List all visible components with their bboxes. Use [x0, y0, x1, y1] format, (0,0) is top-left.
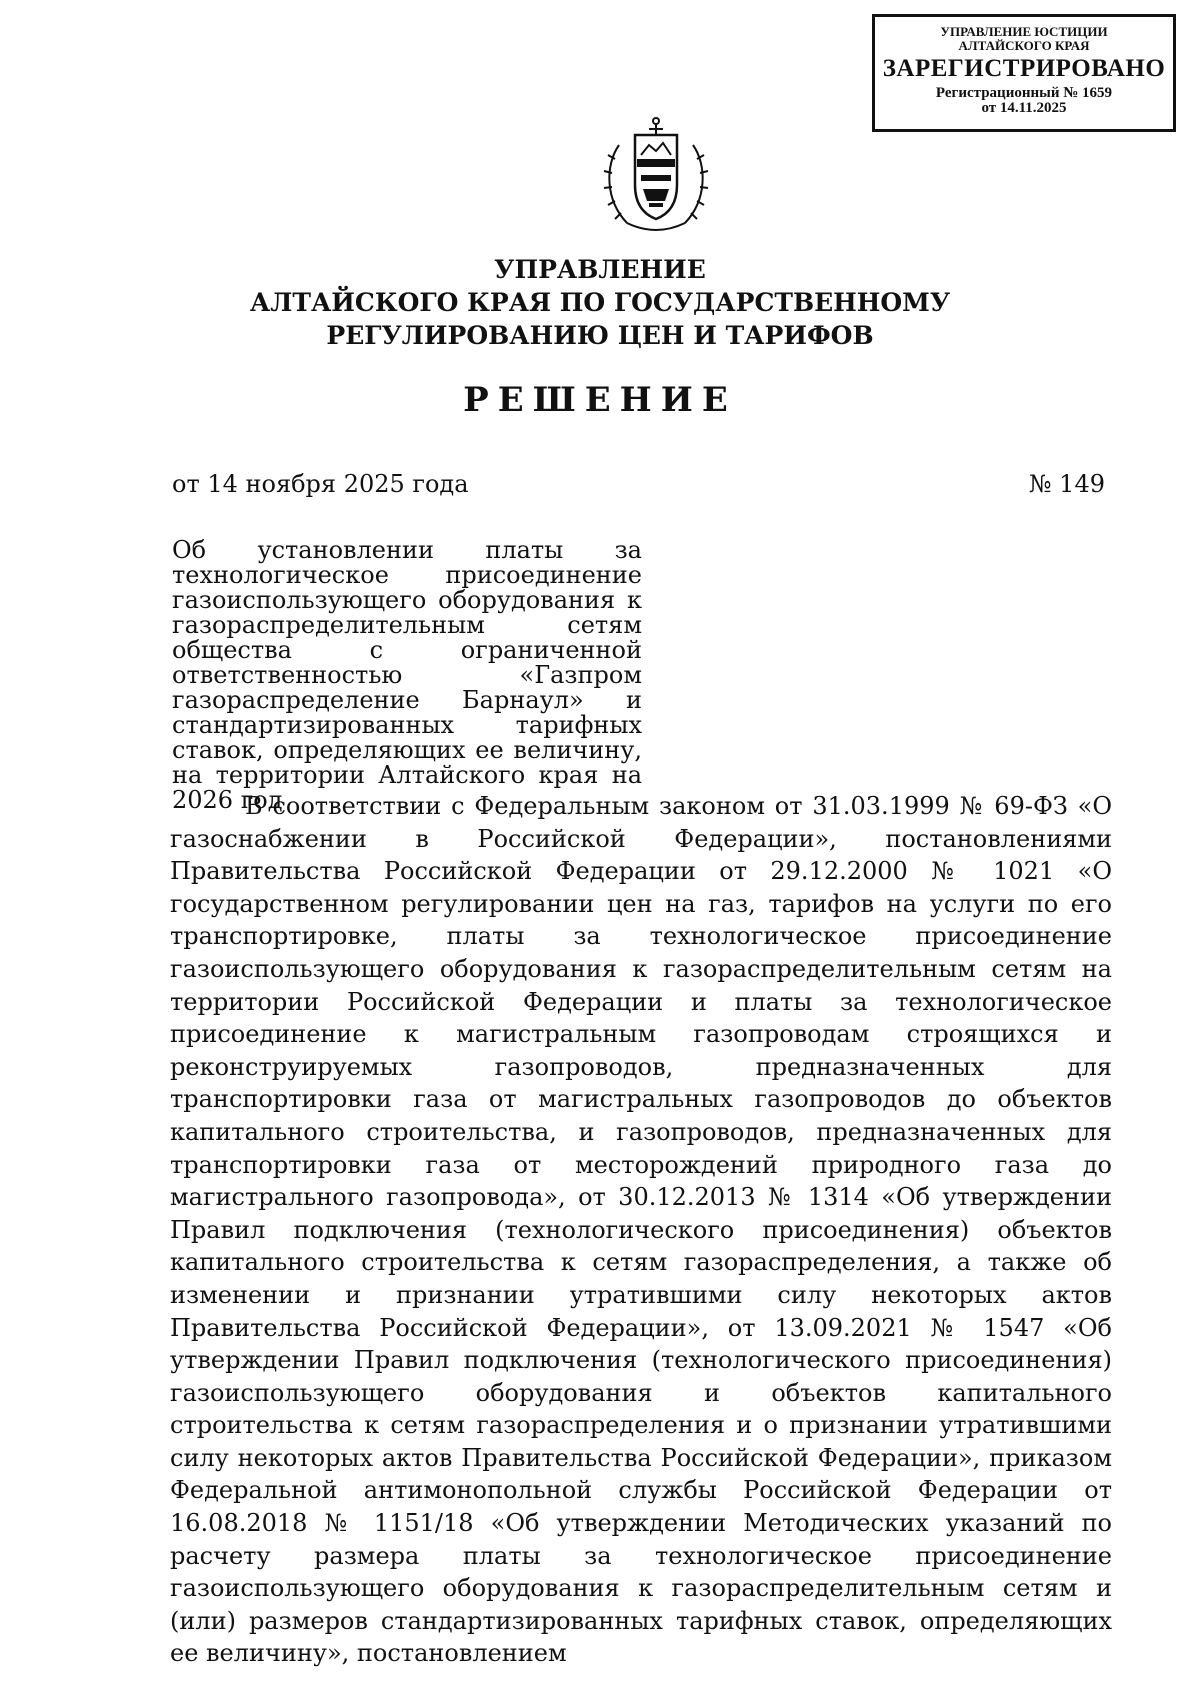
org-line-2: АЛТАЙСКОГО КРАЯ ПО ГОСУДАРСТВЕННОМУ — [249, 288, 951, 317]
issuing-authority — [0, 253, 1200, 352]
document-type-title: РЕШЕНИЕ — [463, 380, 737, 420]
document-date: от 14 ноября 2025 года — [172, 470, 469, 498]
stamp-status: ЗАРЕГИСТРИРОВАНО — [882, 55, 1166, 83]
stamp-authority-line1: УПРАВЛЕНИЕ ЮСТИЦИИ — [940, 24, 1108, 39]
org-line-3: РЕГУЛИРОВАНИЮ ЦЕН И ТАРИФОВ — [326, 321, 874, 350]
coat-of-arms-icon — [597, 115, 715, 239]
registration-stamp — [872, 14, 1176, 132]
document-subject: Об установлении платы за технологическое присоединение газоиспользующего оборудования к газораспределительным сетям общества с ограниченной ответственностью «Газпром газораспределение Барнаул» и стандартизированных тарифных ставок, определяющих ее величину, на территории Алтайского края на 2026 год — [172, 536, 642, 814]
stamp-authority-line2: АЛТАЙСКОГО КРАЯ — [958, 37, 1090, 53]
body-paragraph: В соответствии с Федеральным законом от 31.03.1999 № 69-ФЗ «О газоснабжении в Российской Федерации», постановлениями Правительства Российской Федерации от 29.12.2000 № 1021 «О государственном регулировании цен на газ, тарифов на услуги по его транспортировке, платы за технологическое присоединение газоиспользующего оборудования к газораспределительным сетям на территории Российской Федерации и платы за технологическое присоединение к магистральным газопроводам строящихся и реконструируемых газопроводов, предназначенных для транспортировки газа от магистральных газопроводов до объектов капитального строительства, и газопроводов, предназначенных для транспортировки газа от месторождений природного газа до магистрального газопровода», от 30.12.2013 № 1314 «Об утверждении Правил подключения (технологического присоединения) объектов капитального строительства к сетям газораспределения, а также об изменении и признании утратившими силу некоторых актов Правительства Российской Федерации», от 13.09.2021 № 1547 «Об утверждении Правил подключения (технологического присоединения) газоиспользующего оборудования и объектов капитального строительства к сетям газораспределения и о признании утратившими силу некоторых актов Правительства Российской Федерации», приказом Федеральной антимонопольной службы Российской Федерации от 16.08.2018 № 1151/18 «Об утверждении Методических указаний по расчету размера платы за технологическое присоединение газоиспользующего оборудования к газораспределительным сетям и (или) размеров стандартизированных тарифных ставок, определяющих ее величину», постановлением — [170, 792, 1112, 1668]
document-number: № 149 — [1028, 470, 1105, 498]
stamp-registration-number: Регистрационный № 1659 — [935, 84, 1113, 101]
stamp-date: от 14.11.2025 — [981, 100, 1067, 117]
org-line-1: УПРАВЛЕНИЕ — [494, 255, 706, 284]
